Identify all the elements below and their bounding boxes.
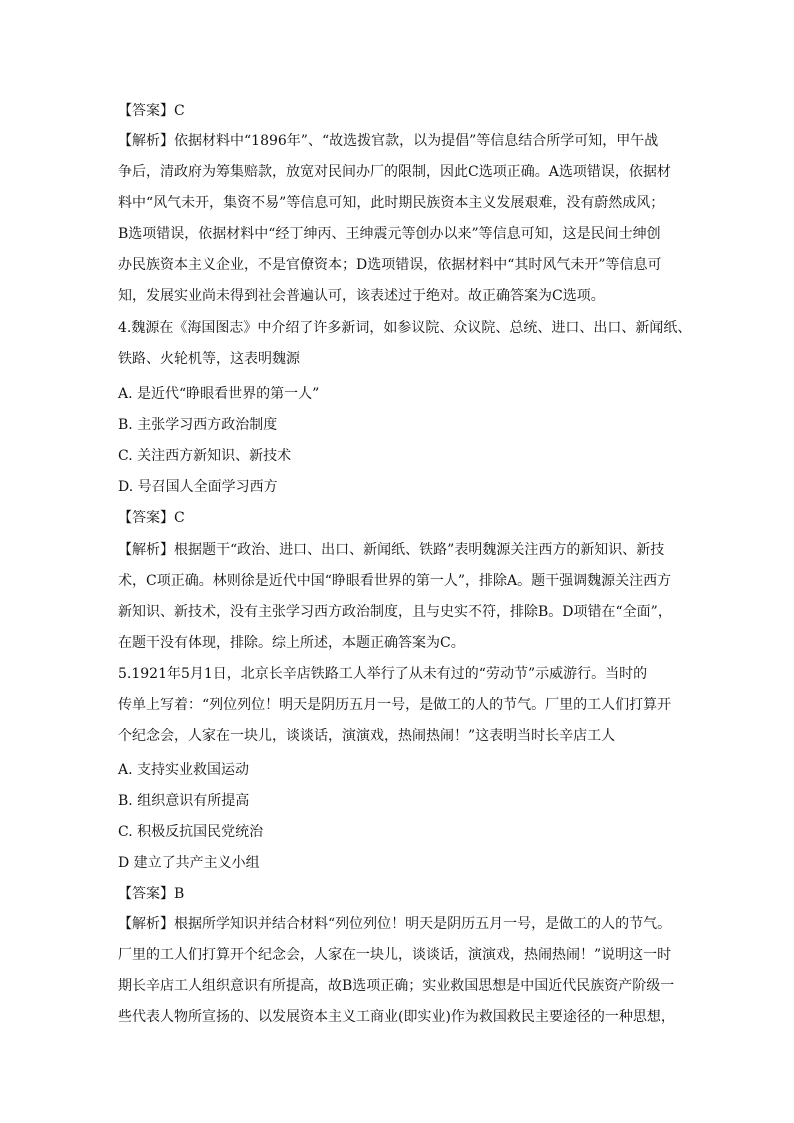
q5-stem-line: 个纪念会，人家在一块儿，谈谈话，演演戏，热闹热闹！”这表明当时长辛店工人 xyxy=(118,728,616,744)
q4-analysis-line: 新知识、新技术，没有主张学习西方政治制度，且与史实不符，排除B。D项错在“全面”， xyxy=(118,604,672,620)
q3-analysis-line: 知，发展实业尚未得到社会普遍认可，该表述过于绝对。故正确答案为C选项。 xyxy=(118,288,605,304)
q4-option-a: A. 是近代“睁眼看世界的第一人” xyxy=(118,386,320,402)
q3-answer: 【答案】C xyxy=(118,103,185,119)
q5-analysis-line: 【解析】根据所学知识并结合材料“列位列位！明天是阴历五月一号，是做工的人的节气。 xyxy=(118,916,672,932)
q4-analysis-line: 术，C项正确。林则徐是近代中国“睁眼看世界的第一人”，排除A。题干强调魏源关注西方 xyxy=(118,573,672,589)
q5-stem xyxy=(118,659,680,752)
q4-stem-line: 铁路、火轮机等，这表明魏源 xyxy=(118,351,300,367)
q4-analysis xyxy=(118,535,680,659)
q5-analysis-line: 些代表人物所宣扬的、以发展资本主义工商业(即实业)作为救国救民主要途径的一种思想， xyxy=(118,1009,675,1025)
q4-option-d: D. 号召国人全面学习西方 xyxy=(118,479,278,495)
q5-answer: 【答案】B xyxy=(118,886,185,902)
q5-analysis-line: 期长辛店工人组织意识有所提高，故B选项正确；实业救国思想是中国近代民族资产阶级一 xyxy=(118,978,675,994)
q5-stem-line: 传单上写着：“列位列位！明天是阴历五月一号，是做工的人的节气。厂里的工人们打算开 xyxy=(118,697,672,713)
q5-analysis xyxy=(118,909,680,1033)
q5-option-d: D 建立了共产主义小组 xyxy=(118,855,260,871)
q4-analysis-line: 【解析】根据题干“政治、进口、出口、新闻纸、铁路”表明魏源关注西方的新知识、新技 xyxy=(118,542,665,558)
q5-option-c: C. 积极反抗国民党统治 xyxy=(118,824,264,840)
q5-option-b: B. 组织意识有所提高 xyxy=(118,793,250,809)
q5-stem-line: 5.1921年5月1日，北京长辛店铁路工人举行了从未有过的“劳动节”示威游行。当时的 xyxy=(118,666,648,682)
q4-analysis-line: 在题干没有体现，排除。综上所述，本题正确答案为C。 xyxy=(118,635,465,651)
q4-option-b: B. 主张学习西方政治制度 xyxy=(118,417,278,433)
q4-answer: 【答案】C xyxy=(118,510,185,526)
q4-stem xyxy=(118,313,692,375)
q4-stem-line: 4.魏源在《海国图志》中介绍了许多新词，如参议院、众议院、总统、进口、出口、新闻纸、 xyxy=(118,320,692,336)
q3-analysis-line: B选项错误，依据材料中“经丁绅丙、王绅震元等创办以来”等信息可知，这是民间士绅创 xyxy=(118,226,661,242)
q3-analysis xyxy=(118,126,680,312)
q3-analysis-line: 料中“风气未开，集资不易”等信息可知，此时期民族资本主义发展艰难，没有蔚然成风； xyxy=(118,195,665,211)
q5-option-a: A. 支持实业救国运动 xyxy=(118,762,250,778)
q3-analysis-line: 争后，清政府为筹集赔款，放宽对民间办厂的限制，因此C选项正确。A选项错误，依据材 xyxy=(118,164,671,180)
q3-analysis-line: 【解析】依据材料中“1896年”、“故选拨官款，以为提倡”等信息结合所学可知，甲午战 xyxy=(118,133,659,149)
q4-option-c: C. 关注西方新知识、新技术 xyxy=(118,448,292,464)
q3-analysis-line: 办民族资本主义企业，不是官僚资本；D选项错误，依据材料中“其时风气未开”等信息可 xyxy=(118,257,662,273)
q5-analysis-line: 厂里的工人们打算开个纪念会，人家在一块儿，谈谈话，演演戏，热闹热闹！”说明这一时 xyxy=(118,947,672,963)
